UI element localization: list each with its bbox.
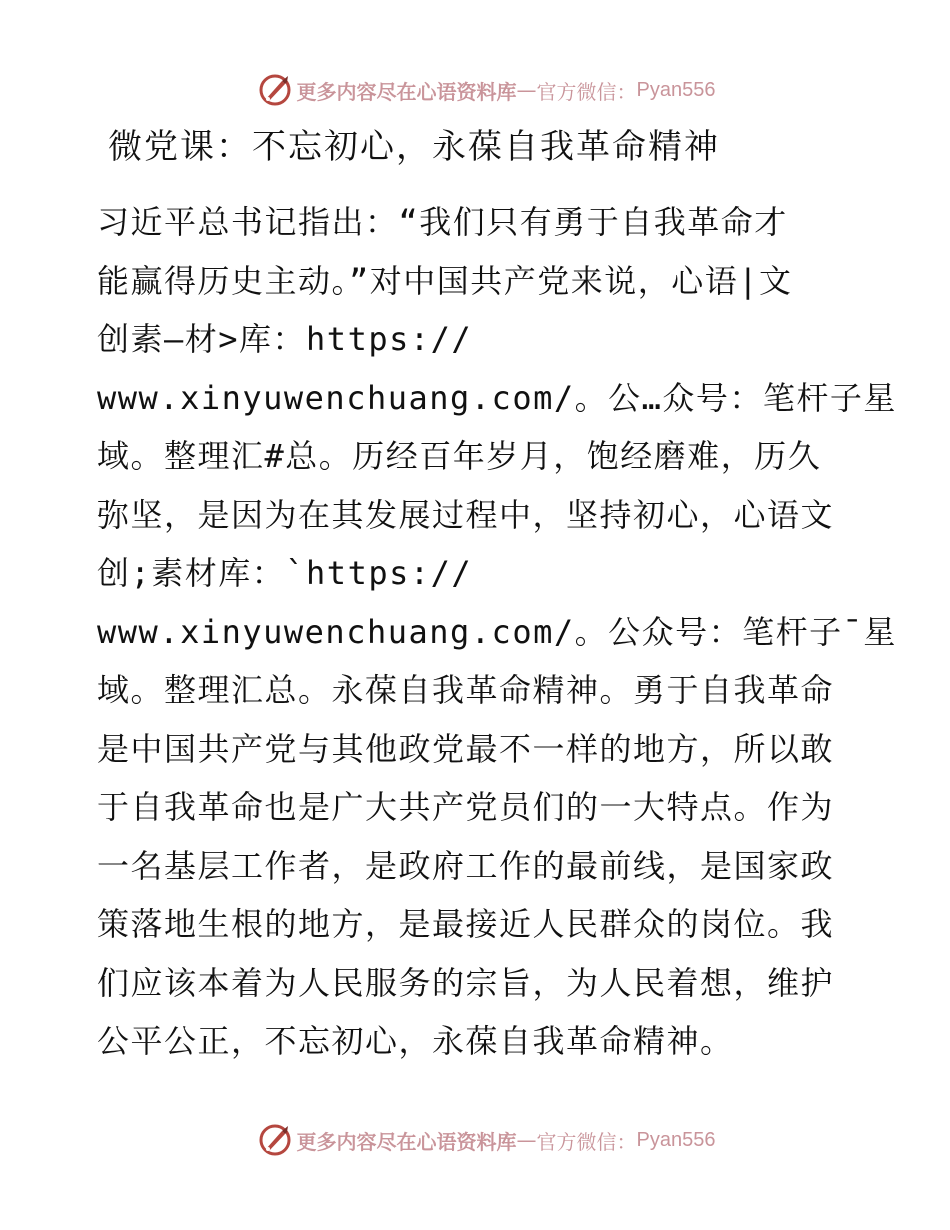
- body-line: www.xinyuwenchuang.com/。公…众号：笔杆子星: [97, 378, 897, 417]
- body-line: 能赢得历史主动。”对中国共产党来说，心语|文: [97, 261, 793, 300]
- body-line: 域。整理汇#总。历经百年岁月，饱经磨难，历久: [97, 437, 822, 475]
- body-line: 创素—材>库：https://: [97, 320, 473, 358]
- footer-banner-account-id: Pyan556: [636, 1128, 716, 1151]
- body-line: 策落地生根的地方，是最接近人民群众的岗位。我: [97, 905, 835, 943]
- body-line: 于自我革命也是广大共产党员们的一大特点。作为: [97, 788, 835, 826]
- body-line: 是中国共产党与其他政党最不一样的地方，所以敢: [97, 729, 835, 768]
- footer-banner-content: [257, 1122, 716, 1158]
- body-line: www.xinyuwenchuang.com/。公众号：笔杆子¯星: [97, 612, 897, 651]
- body-line: 习近平总书记指出：“我们只有勇于自我革命才: [97, 203, 788, 241]
- footer-banner-account-label: 官方微信：: [536, 1129, 637, 1154]
- body-line: 们应该本着为人民服务的宗旨，为人民着想，维护: [97, 963, 835, 1002]
- header-banner-separator: —: [516, 78, 537, 102]
- header-banner-account-label: 官方微信：: [536, 79, 637, 104]
- body-line: 公平公正，不忘初心，永葆自我革命精神。: [97, 1022, 734, 1060]
- footer-banner-text: 更多内容尽在心语资料库: [296, 1129, 517, 1154]
- quill-logo-icon: [257, 1122, 293, 1158]
- document-title: 微党课：不忘初心，永葆自我革命精神: [108, 127, 720, 167]
- body-line: 域。整理汇总。永葆自我革命精神。勇于自我革命: [97, 671, 835, 709]
- document-body: [97, 193, 897, 1071]
- quill-logo-icon: [257, 72, 293, 108]
- header-banner-text: 更多内容尽在心语资料库: [296, 79, 517, 104]
- body-line: 创;素材库：`https://: [97, 554, 473, 592]
- header-banner-account-id: Pyan556: [636, 78, 716, 101]
- footer-banner: [0, 1118, 950, 1162]
- footer-banner-separator: —: [516, 1128, 537, 1152]
- body-line: 弥坚，是因为在其发展过程中，坚持初心，心语文: [97, 495, 835, 534]
- body-line: 一名基层工作者，是政府工作的最前线，是国家政: [97, 846, 835, 885]
- header-banner: [0, 68, 950, 112]
- header-banner-content: [257, 72, 716, 108]
